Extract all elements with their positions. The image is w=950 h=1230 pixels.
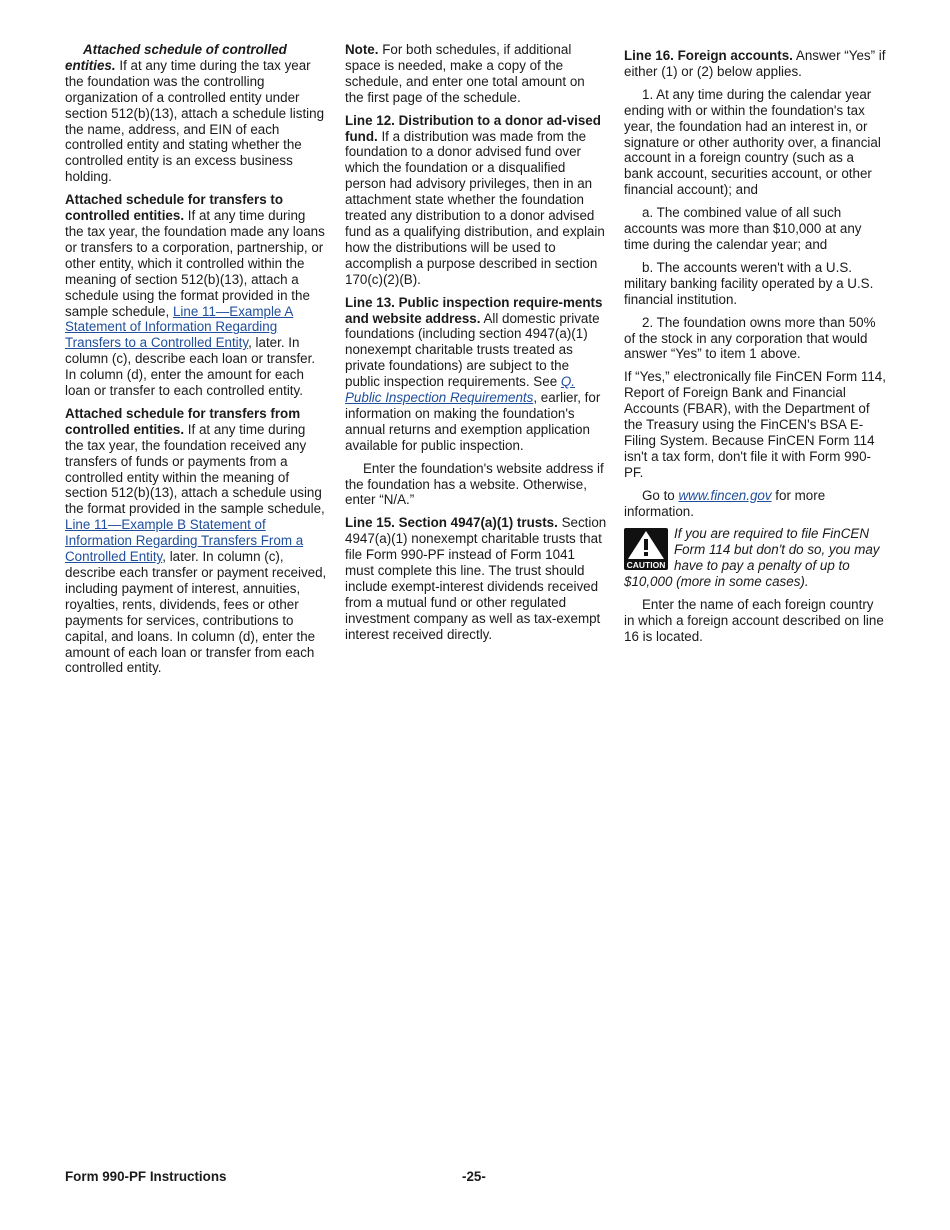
line16-heading: Line 16. Foreign accounts. [624, 48, 793, 63]
controlled-entities-paragraph [65, 42, 327, 185]
caution-label: CAUTION [626, 560, 666, 571]
goto-text-a: Go to [642, 487, 675, 503]
transfers-from-text-a: If at any time during the tax year, the foundation received any transfers of funds or payments from a controlled entity within the meaning of section 512(b)(13), attach a schedule using the format provided in the sample schedule, [65, 421, 325, 517]
line16-text: Answer “Yes” if either (1) or (2) below applies. [624, 48, 886, 79]
line15-paragraph [345, 515, 607, 642]
controlled-entities-text: If at any time during the tax year the foundation was the controlling organization of a controlled entity under section 512(b)(13), attach a schedule listing the name, address, and EIN of each controlled entity and stating whether the controlled entity is an excess business holding. [65, 57, 325, 185]
caution-box [624, 526, 886, 590]
example-a-link[interactable]: Line 11—Example A Statement of Information Regarding Transfers to a Controlled Entity [65, 303, 294, 351]
transfers-from-text-b: , later. In column (c), describe each transfer or payment received, including payment of interest, annuities, royalties, rents, dividends, fees or other payments for services, contributions to capital, and loans. In column (d), enter the amount of each loan or transfer from each controlled entity. [65, 549, 327, 676]
website-address-paragraph: Enter the foundation's website address if the foundation has a website. Otherwise, enter “N/A.” [345, 460, 604, 508]
item-2: 2. The foundation owns more than 50% of the stock in any corporation that would answer “Yes” to item 1 above. [624, 314, 876, 362]
controlled-entities-heading: Attached schedule of controlled entities. [65, 42, 287, 73]
page-number: -25- [462, 1169, 486, 1184]
line12-text: If a distribution was made from the foundation to a donor advised fund over which the foundation or a disqualified person had advisory privileges, then in an attachment state whether the foundation treated any distribution to a donor advised fund as a qualifying distribution, and explain how the distributions will be used to accomplish a purpose described in section 170(c)(2)(B). [345, 128, 605, 287]
public-inspection-link[interactable]: Q. Public Inspection Requirements [345, 374, 576, 406]
fincen-link[interactable]: www.fincen.gov [678, 487, 772, 503]
caution-icon [624, 528, 668, 570]
note-paragraph [345, 42, 607, 106]
column-1 [65, 42, 327, 683]
transfers-to-heading: Attached schedule for transfers to controlled entities. [65, 192, 284, 224]
transfers-to-paragraph [65, 192, 327, 399]
line13-paragraph [345, 295, 607, 454]
transfers-to-text-a: If at any time during the tax year, the foundation made any loans or transfers to a corporation, partnership, or other entity, which it controlled within the meaning of section 512(b)(13), attach a schedule using the format provided in the sample schedule, [65, 208, 325, 319]
column-3 [624, 48, 886, 652]
if-yes-paragraph: If “Yes,” electronically file FinCEN Form 114, Report of Foreign Bank and Financial Accounts (FBAR), with the Department of the Treasury using the FinCEN's BSA E-Filing System. Because FinCEN Form 114 isn't a tax form, don't file it with Form 990-PF. [624, 369, 886, 480]
enter-country-paragraph: Enter the name of each foreign country in which a foreign account described on line 16 is located. [624, 597, 884, 644]
line13-text-a: All domestic private foundations (including section 4947(a)(1) nonexempt charitable trusts treated as private foundations) are subject to the public inspection requirements. See [345, 310, 600, 390]
line13-heading: Line 13. Public inspection require-ments and website address. [345, 294, 603, 326]
line16-paragraph [624, 48, 886, 80]
column-2 [345, 42, 607, 650]
goto-paragraph [624, 488, 886, 520]
line12-heading: Line 12. Distribution to a donor ad-vised fund. [345, 112, 601, 144]
transfers-from-heading: Attached schedule for transfers from controlled entities. [65, 405, 301, 437]
footer-form-title: Form 990-PF Instructions [65, 1169, 227, 1184]
item-1: 1. At any time during the calendar year ending with or within the foundation's tax year, the foundation had an interest in, or signature or other authority over, a financial account in a foreign country (such as a bank account, securities account, or other financial account); and [624, 86, 881, 198]
example-b-link[interactable]: Line 11—Example B Statement of Information Regarding Transfers From a Controlled Entity [65, 517, 304, 565]
line15-heading: Line 15. Section 4947(a)(1) trusts. [345, 515, 558, 531]
page-footer [65, 1169, 885, 1187]
line15-text: Section 4947(a)(1) nonexempt charitable trusts that file Form 990-PF instead of Form 1041 must complete this line. The trust should include exempt-interest dividends received from a mutual fund or other regulated investment company as well as tax-exempt interest received directly. [345, 515, 607, 642]
line12-paragraph [345, 113, 607, 288]
note-text: For both schedules, if additional space is needed, make a copy of the schedule, and enter one total amount on the first page of the schedule. [345, 42, 585, 105]
item-a: a. The combined value of all such accounts was more than $10,000 at any time during the calendar year; and [624, 205, 862, 252]
goto-text-b: for more information. [624, 487, 826, 519]
note-heading: Note. [345, 42, 379, 57]
caution-text: If you are required to file FinCEN Form 114 but don't do so, you may have to pay a penalty of up to $10,000 (more in some cases). [624, 526, 880, 590]
item-b: b. The accounts weren't with a U.S. military banking facility operated by a U.S. financial institution. [624, 259, 874, 307]
transfers-to-text-b: , later. In column (c), describe each loan or transfer. In column (d), enter the amount for each loan or transfer to each controlled entity. [65, 335, 316, 399]
line13-text-b: , earlier, for information on making the foundation's annual returns and exemption application available for public inspection. [345, 390, 601, 453]
transfers-from-paragraph [65, 406, 327, 676]
